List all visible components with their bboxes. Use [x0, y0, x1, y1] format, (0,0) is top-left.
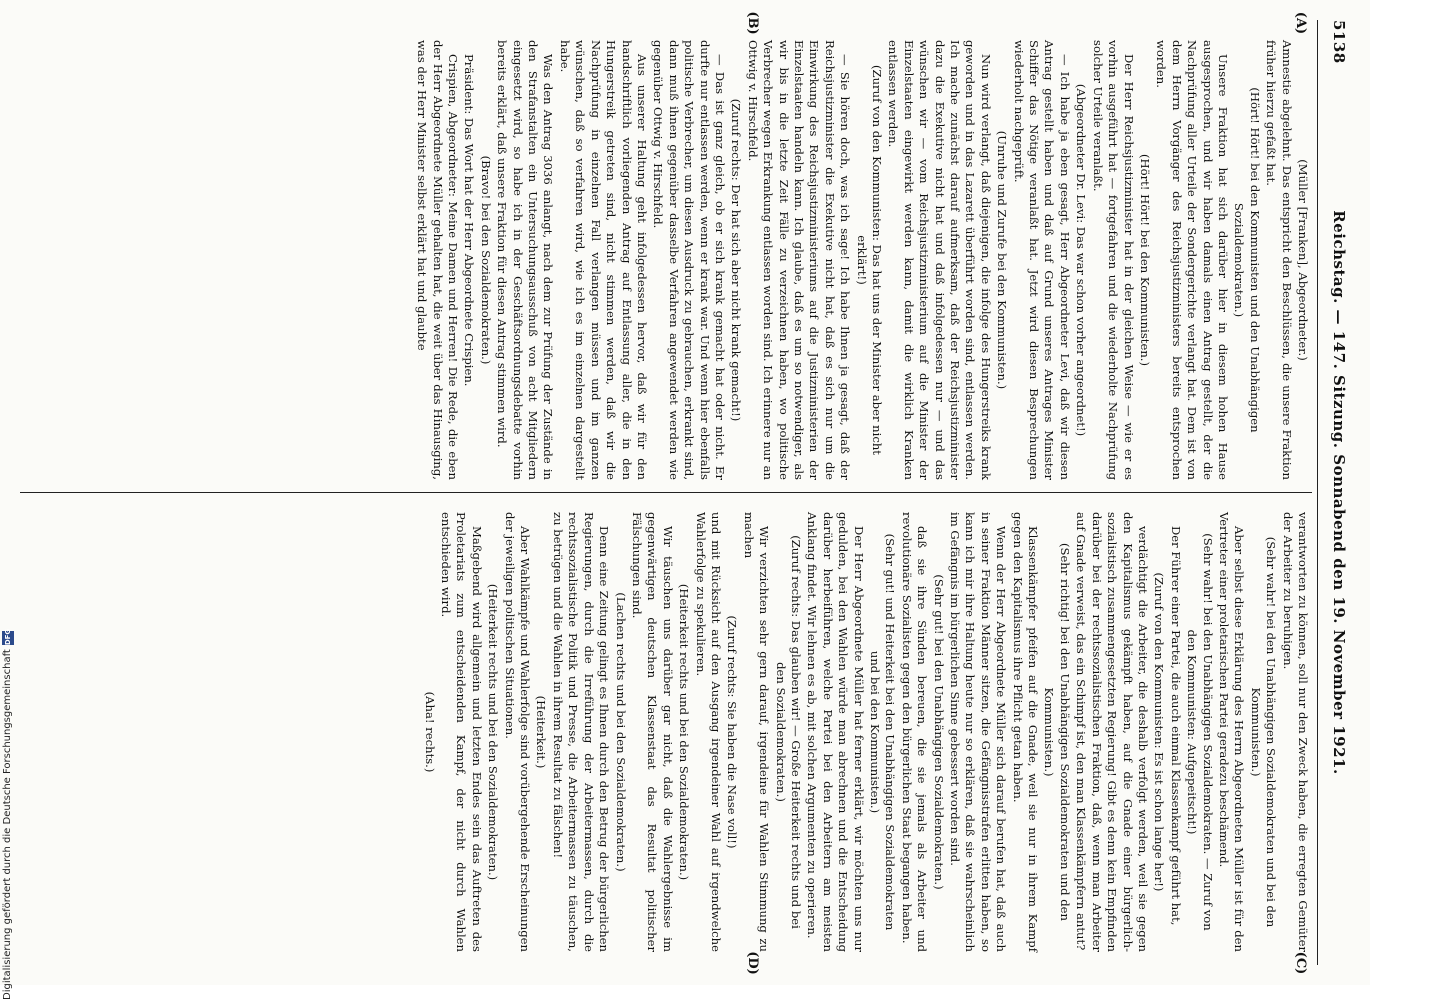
- paragraph: Der Herr Reichsjustizminister hat in der gleichen Weise — wie er es vorhin ausgeführt hat — fortgefahren und die wiederholte Nachprüfung solcher Urteile veranlaßt.: [1090, 40, 1136, 480]
- paragraph: (Heiterkeit.): [534, 695, 549, 769]
- paragraph: Maßgebend wird allgemein und letzten Endes sein das Auftreten des Proletariats zum entscheidenden Kampf, der nicht durch Wahlen entschieden wird.: [439, 512, 484, 952]
- dfg-logo-icon: DFG: [4, 628, 12, 646]
- paragraph: verantworten zu können, soll nur den Zweck haben, die erregten Gemüter der Arbeiter zu beruhigen.: [1280, 512, 1310, 952]
- margin-marker-a: (A): [1293, 11, 1308, 35]
- paragraph: Unsere Fraktion hat sich darüber hier in diesem hohen Hause ausgesprochen, und wir haben damals einen Antrag gestellt, der die Nachprüfung aller Urteile der Sondergerichte verlangt hat. Dem ist von dem Herrn Vorgänger des Reichsjustizministers bereits entsprochen worden.: [1154, 40, 1230, 480]
- paragraph: Wir verzichten sehr gern darauf, irgendeine für Wahlen Stimmung zu machen: [741, 512, 772, 952]
- header-title: Reichstag. — 147. Sitzung. Sonnabend den 19. November 1921.: [1330, 210, 1348, 775]
- header-rule: [1317, 20, 1318, 965]
- paragraph: (Heiterkeit rechts und bei den Sozialdemokraten.): [677, 583, 692, 881]
- sidebar-note: [0, 560, 16, 1000]
- paragraph: (Sehr richtig! bei den Unabhängigen Sozialdemokraten und den Kommunisten.): [1042, 542, 1072, 921]
- paragraph: (Sehr wahr! bei den Unabhängigen Sozialdemokraten und bei den Kommunisten.): [1248, 536, 1279, 928]
- paragraph: (Lachen rechts und bei den Sozialdemokraten.): [613, 592, 628, 872]
- paragraph: (Zuruf von den Kommunisten: Es ist schon lange her!): [1152, 572, 1167, 892]
- paragraph: und mit Rücksicht auf den Ausgang irgendeiner Wahl auf irgendwelche Wahlerfolge zu spekulieren.: [693, 512, 723, 952]
- right-text-column: [420, 512, 1310, 952]
- margin-marker-c: (C): [1293, 951, 1308, 975]
- margin-marker-b: (B): [745, 11, 760, 35]
- page-number: 5138: [1330, 20, 1348, 64]
- page-header: [1322, 20, 1348, 965]
- paragraph: (Zuruf rechts: Der hat sich aber nicht krank gemacht!): [729, 98, 744, 422]
- paragraph: Klassenkämpfer pfeifen auf die Gnade, weil sie nur in ihrem Kampf gegen den Kapitalismus ihre Pflicht getan haben.: [1010, 512, 1041, 952]
- paragraph: (Sehr gut! und Heiterkeit bei den Unabhängigen Sozialdemokraten und bei den Kommunisten.): [868, 533, 898, 931]
- paragraph: Nun wird verlangt, daß diejenigen, die infolge des Hungerstreiks krank geworden und in das Lazarett überführt worden sind, entlassen werden. Ich mache zunächst darauf aufmerksam, daß der Reichsjustizminister dazu die Exekutive nicht hat und daß infolgedessen nur — und das wünschen wir — vom Reichsjustizministerium auf die Minister der Einzelstaaten eingewirkt werden kann, damit die wirklich Kranken entlassen werden.: [886, 40, 993, 480]
- paragraph: (Zuruf rechts: Sie haben die Nase voll!): [725, 615, 740, 849]
- paragraph: (Bravo! bei den Sozialdemokraten.): [478, 155, 493, 365]
- left-text-column: [413, 40, 1310, 480]
- paragraph: Aus unserer Haltung geht infolgedessen hervor, daß wir für den handschriftlich vorliegenden Antrag auf Entlassung aller, die in den Hungerstreik getreten sind, nicht stimmen werden, daß wir die Nachprüfung in einzelnen Fall verlangen müssen und im ganzen wünschen, daß so verfahren wird, wie ich es im einzelnen dargestellt habe.: [557, 40, 649, 480]
- paragraph: (Heiterkeit rechts und bei den Sozialdemokraten.): [486, 583, 501, 881]
- paragraph: Crispien, Abgeordneter: Meine Damen und Herren! Die Rede, die eben der Herr Abgeordnete Müller gehalten hat, die weit über das Hinausging, was der Herr Minister selbst erklärt hat und glaubte: [415, 40, 461, 480]
- paragraph: (Müller [Franken], Abgeordneter.): [1296, 159, 1310, 361]
- paragraph: daß sie ihre Sünden bereuen, die sie jemals als Arbeiter und revolutionäre Sozialisten gegen den bürgerlichen Staat begangen haben.: [899, 512, 930, 952]
- paragraph: — Ich habe ja eben gesagt, Herr Abgeordneter Levi, daß wir diesen Antrag gestellt haben und daß auf Grund unseres Antrages Minister Schiffer das Nötige veranlaßt hat. Jetzt wird diesen Besprechungen wiederholt nachgeprüft.: [1011, 40, 1072, 480]
- column-divider: [20, 492, 1312, 493]
- paragraph: Der Führer einer Partei, die auch einmal Klassenkampf geführt hat,: [1168, 526, 1183, 926]
- sidebar-note-text: Digitalisierung gefördert durch die Deutsche Forschungsgemeinschaft: [2, 649, 13, 1000]
- paragraph: Amnestie abgelehnt. Das entspricht den Beschlüssen, die unsere Fraktion früher hierzu gefaßt hat.: [1264, 40, 1294, 480]
- paragraph: Aber Wahlkämpfe und Wahlerfolge sind vorübergehende Erscheinungen der jeweiligen politischen Situationen.: [502, 512, 533, 952]
- paragraph: Wenn der Herr Abgeordnete Müller sich darauf berufen hat, daß auch in seiner Fraktion Männer sitzen, die Gefängnisstrafen erlitten haben, so kann ich mir ihre Haltung heute nur so erklären, daß sie wahrscheinlich im Gefängnis im bürgerlichen Sinne gebessert worden sind.: [948, 512, 1009, 952]
- paragraph: Was den Antrag 3036 anlangt, nach dem zur Prüfung der Zustände in den Strafanstalten ein Untersuchungsausschuß von acht Mitgliedern eingesetzt wird, so habe ich in der Geschäftsordnungsdebatte vorhin bereits erklärt, daß unsere Fraktion für diesen Antrag stimmen wird.: [495, 40, 556, 480]
- paragraph: Denn eine Zeitung gelingt es Ihnen durch den Betrug der bürgerlichen Regierungen, durch die Irreführung der Arbeitermassen, durch die rechtssozialistische Politik und Presse, die Arbeitermassen zu täuschen, zu betrügen und die Wahlen in ihrem Resultat zu fälschen!: [550, 512, 612, 952]
- paragraph: (Aha! rechts.): [422, 691, 437, 773]
- paragraph: Aber selbst diese Erklärung des Herrn Abgeordneten Müller ist für den Vertreter einer proletarischen Partei geradezu beschämend.: [1216, 512, 1247, 952]
- paragraph: (Sehr gut! bei den Unabhängigen Sozialdemokraten.): [931, 574, 946, 890]
- paragraph: (Unruhe und Zurufe bei den Kommunisten.): [995, 130, 1010, 390]
- paragraph: verdächtigt die Arbeiter, die deshalb verfolgt werden, weil sie gegen den Kapitalismus gekämpft haben, auf die Gnade einer bürgerlich-sozialistisch zusammengesetzten Regierung! Gibt es denn kein Empfinden darüber bei der rechtssozialistischen Fraktion, daß, wenn man Arbeiter auf Gnade verweist, das ein Schimpf ist, den man Klassenkämpfern antut?: [1074, 512, 1150, 952]
- paragraph: (Sehr wahr! bei den Unabhängigen Sozialdemokraten. — Zuruf von den Kommunisten: Aufgepeitscht!): [1185, 533, 1215, 931]
- paragraph: Der Herr Abgeordnete Müller hat ferner erklärt, wir möchten uns nur gedulden, bei den Wahlen würde man abrechnen und die Entscheidung darüber herbeiführen, welche Partei bei den Arbeitern am meisten Anklang findet. Wir lehnen es ab, mit solchen Argumenten zu operieren.: [805, 512, 866, 952]
- digitization-sidebar: [0, 560, 16, 1000]
- margin-marker-d: (D): [745, 951, 760, 975]
- paragraph: (Zuruf von den Kommunisten: Das hat uns der Minister aber nicht erklärt!): [854, 65, 885, 455]
- paragraph: (Zuruf rechts: Das glauben wir! — Große Heiterkeit rechts und bei den Sozialdemokraten.): [773, 535, 803, 929]
- paragraph: Präsident: Das Wort hat der Herr Abgeordnete Crispien.: [462, 54, 477, 387]
- paragraph: Wir täuschen uns darüber gar nicht, daß die Wahlergebnisse im gegenwärtigen deutschen Klassenstaat das Resultat politischer Fälschungen sind.: [629, 512, 675, 952]
- paragraph: — Sie hören doch, was ich sage! Ich habe Ihnen ja gesagt, daß der Reichsjustizminister die Exekutive nicht hat, daß es sich nur um die Einwirkung des Reichsjustizministeriums auf die Justizministerien der Einzelstaaten handeln kann. Ich glaube, daß es um so notwendiger, als wir bis in die letzte Zeit Fälle zu verzeichnen haben, wo politische Verbrecher wegen Erkrankung entlassen worden sind. Ich erinnere nur an Ottwig v. Hirschfeld.: [745, 40, 853, 480]
- paragraph: (Hört! Hört! bei den Kommunisten.): [1137, 153, 1152, 366]
- paragraph: (Hört! Hört! bei den Kommunisten und den Unabhängigen Sozialdemokraten.): [1232, 87, 1262, 433]
- paragraph: — Das ist ganz gleich, ob er sich krank gemacht hat oder nicht. Er durfte nur entlassen werden, wenn er krank war. Und wenn hier ebenfalls politische Verbrecher, um diesen Ausdruck zu gebrauchen, erkrankt sind, dann muß ihnen gegenüber dasselbe Verfahren angewendet werden wie gegenüber Ottwig v. Hirschfeld.: [651, 40, 727, 480]
- paragraph: (Abgeordneter Dr. Levi: Das war schon vorher angeordnet!): [1074, 83, 1089, 437]
